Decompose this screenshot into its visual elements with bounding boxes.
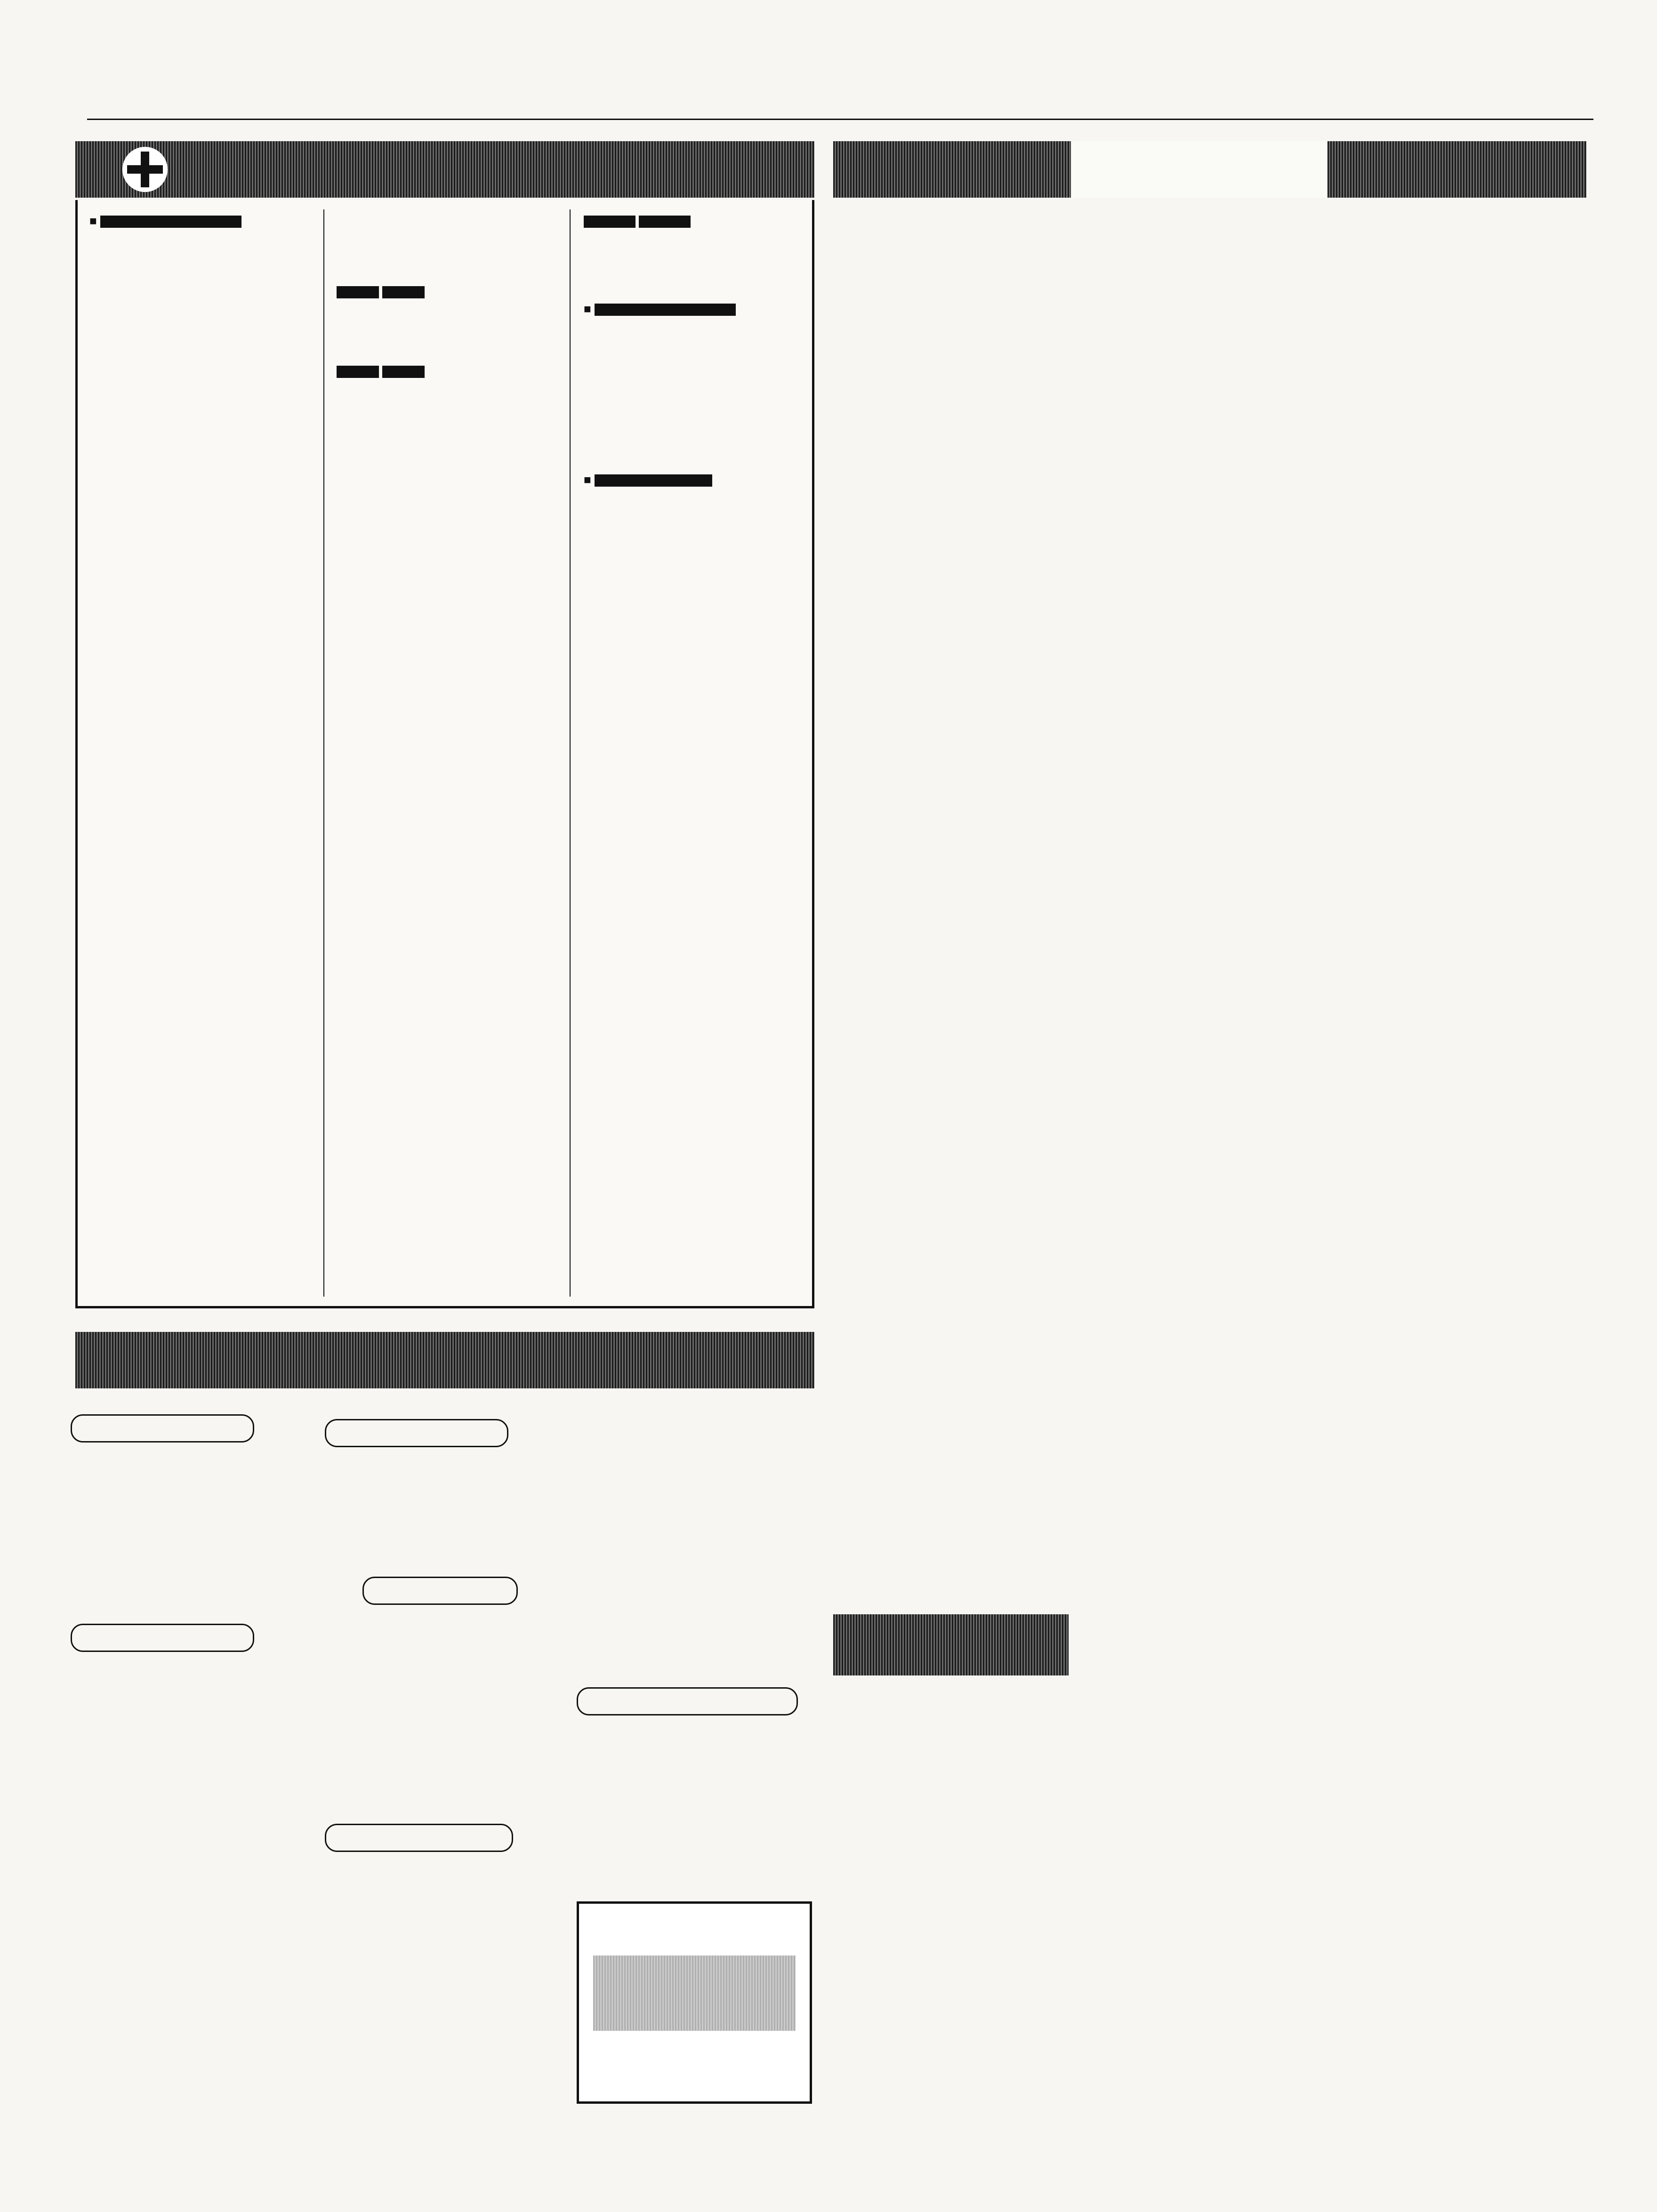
coimbra-heading: ■ [584,473,805,487]
linha-sintra-heading [337,364,563,378]
outros-banner [75,1332,814,1388]
farmacias-col-1 [89,214,315,277]
outra-banda-list [325,1617,560,1621]
bares-box [577,1901,812,2104]
porto-heading: ■ [584,302,805,316]
lisboa-cinemas-list [71,1668,306,1673]
lisboa-cinemas-pill [71,1624,254,1652]
farmacias-col-2 [337,214,563,387]
farmacias-body [75,200,814,1308]
page-header [87,92,1593,120]
porto-cinemas-list-2 [577,1412,812,1417]
farmacias-banner [75,141,814,198]
cinemas-banner [833,141,1586,198]
farmacias-col-3 [584,214,805,524]
radio-banner [833,1614,1069,1675]
cascais-list [325,1457,560,1461]
outra-banda-heading [584,214,805,228]
outra-banda-pill [362,1577,518,1605]
outros-body [68,1398,821,2207]
linha-cascais-pill [325,1419,508,1447]
radio-schedule [836,1685,1080,1688]
lisboa-heading: ■ [89,214,315,228]
coimbra-pill [577,1687,798,1715]
linha-cascais-heading [337,285,563,298]
porto-cinemas-pill [325,1824,513,1852]
porto-cinemas-list [325,1868,560,1873]
lisboa-teatros-pill [71,1414,254,1443]
teatros-list [71,1459,306,1464]
coimbra-cinemas-list [577,1723,812,1727]
cross-icon [122,147,168,192]
